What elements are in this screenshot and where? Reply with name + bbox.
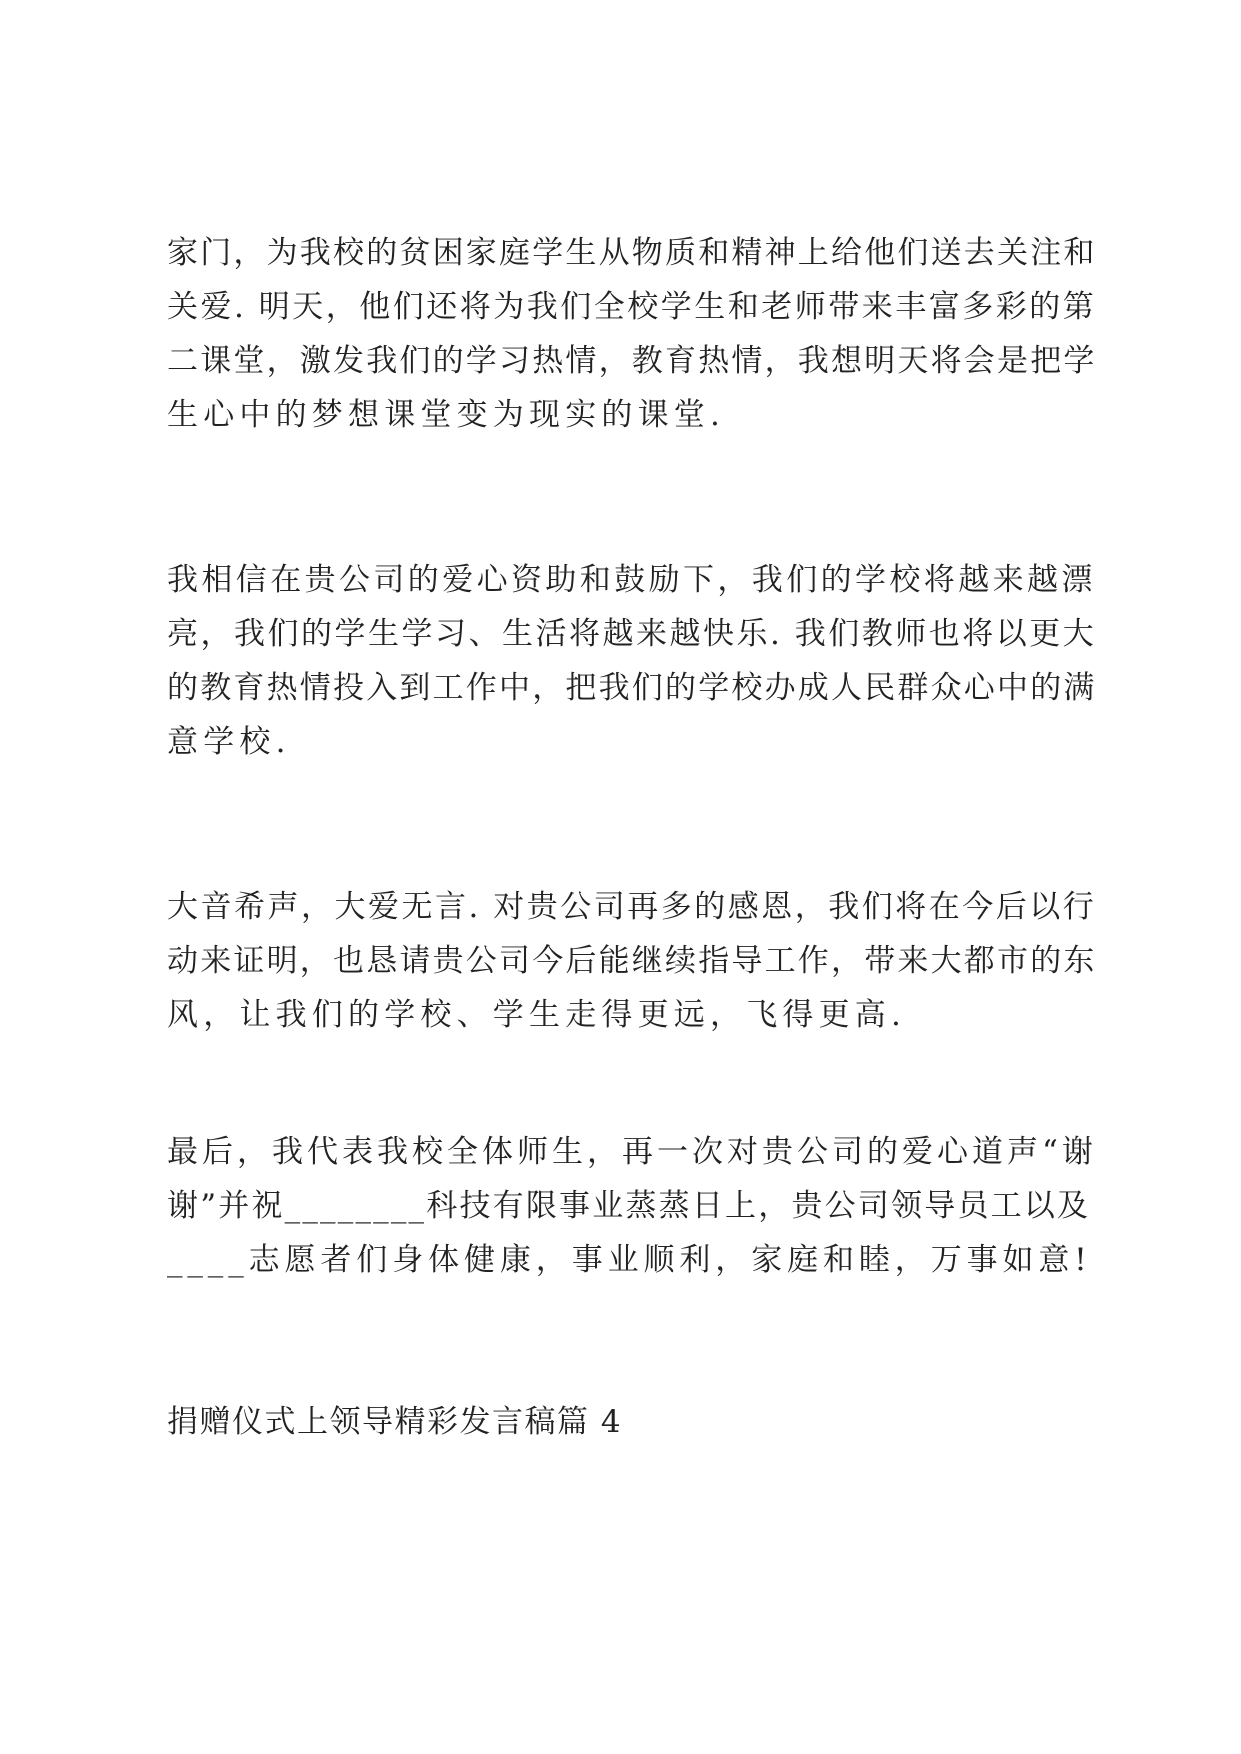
paragraph-line: 我相信在贵公司的爱心资助和鼓励下，我们的学校将越来越漂	[167, 562, 1096, 598]
paragraph-line: 风，让我们的学校、学生走得更远，飞得更高.	[167, 997, 907, 1033]
paragraph-line: 谢”并祝________科技有限事业蒸蒸日上，贵公司领导员工以及	[167, 1188, 1091, 1224]
paragraph-line: 二课堂，激发我们的学习热情，教育热情，我想明天将会是把学	[167, 343, 1097, 379]
paragraph-3	[167, 880, 1097, 1042]
paragraph-line: 动来证明，也恳请贵公司今后能继续指导工作，带来大都市的东	[167, 943, 1097, 979]
paragraph-line: 亮，我们的学生学习、生活将越来越快乐. 我们教师也将以更大	[167, 616, 1097, 652]
section-heading: 捐赠仪式上领导精彩发言稿篇 4	[167, 1404, 623, 1440]
paragraph-2	[167, 553, 1097, 769]
paragraph-line: 家门，为我校的贫困家庭学生从物质和精神上给他们送去关注和	[167, 235, 1097, 271]
paragraph-line: ____志愿者们身体健康，事业顺利，家庭和睦，万事如意!	[167, 1242, 1092, 1278]
paragraph-line: 关爱. 明天，他们还将为我们全校学生和老师带来丰富多彩的第	[167, 289, 1097, 325]
paragraph-line: 生心中的梦想课堂变为现实的课堂.	[167, 397, 726, 433]
paragraph-line: 大音希声，大爱无言. 对贵公司再多的感恩，我们将在今后以行	[167, 889, 1097, 925]
paragraph-1	[167, 226, 1097, 442]
paragraph-4	[167, 1125, 1097, 1287]
paragraph-line: 的教育热情投入到工作中，把我们的学校办成人民群众心中的满	[167, 670, 1097, 706]
paragraph-line: 意学校.	[167, 724, 291, 760]
paragraph-line: 最后，我代表我校全体师生，再一次对贵公司的爱心道声“谢	[167, 1134, 1097, 1170]
